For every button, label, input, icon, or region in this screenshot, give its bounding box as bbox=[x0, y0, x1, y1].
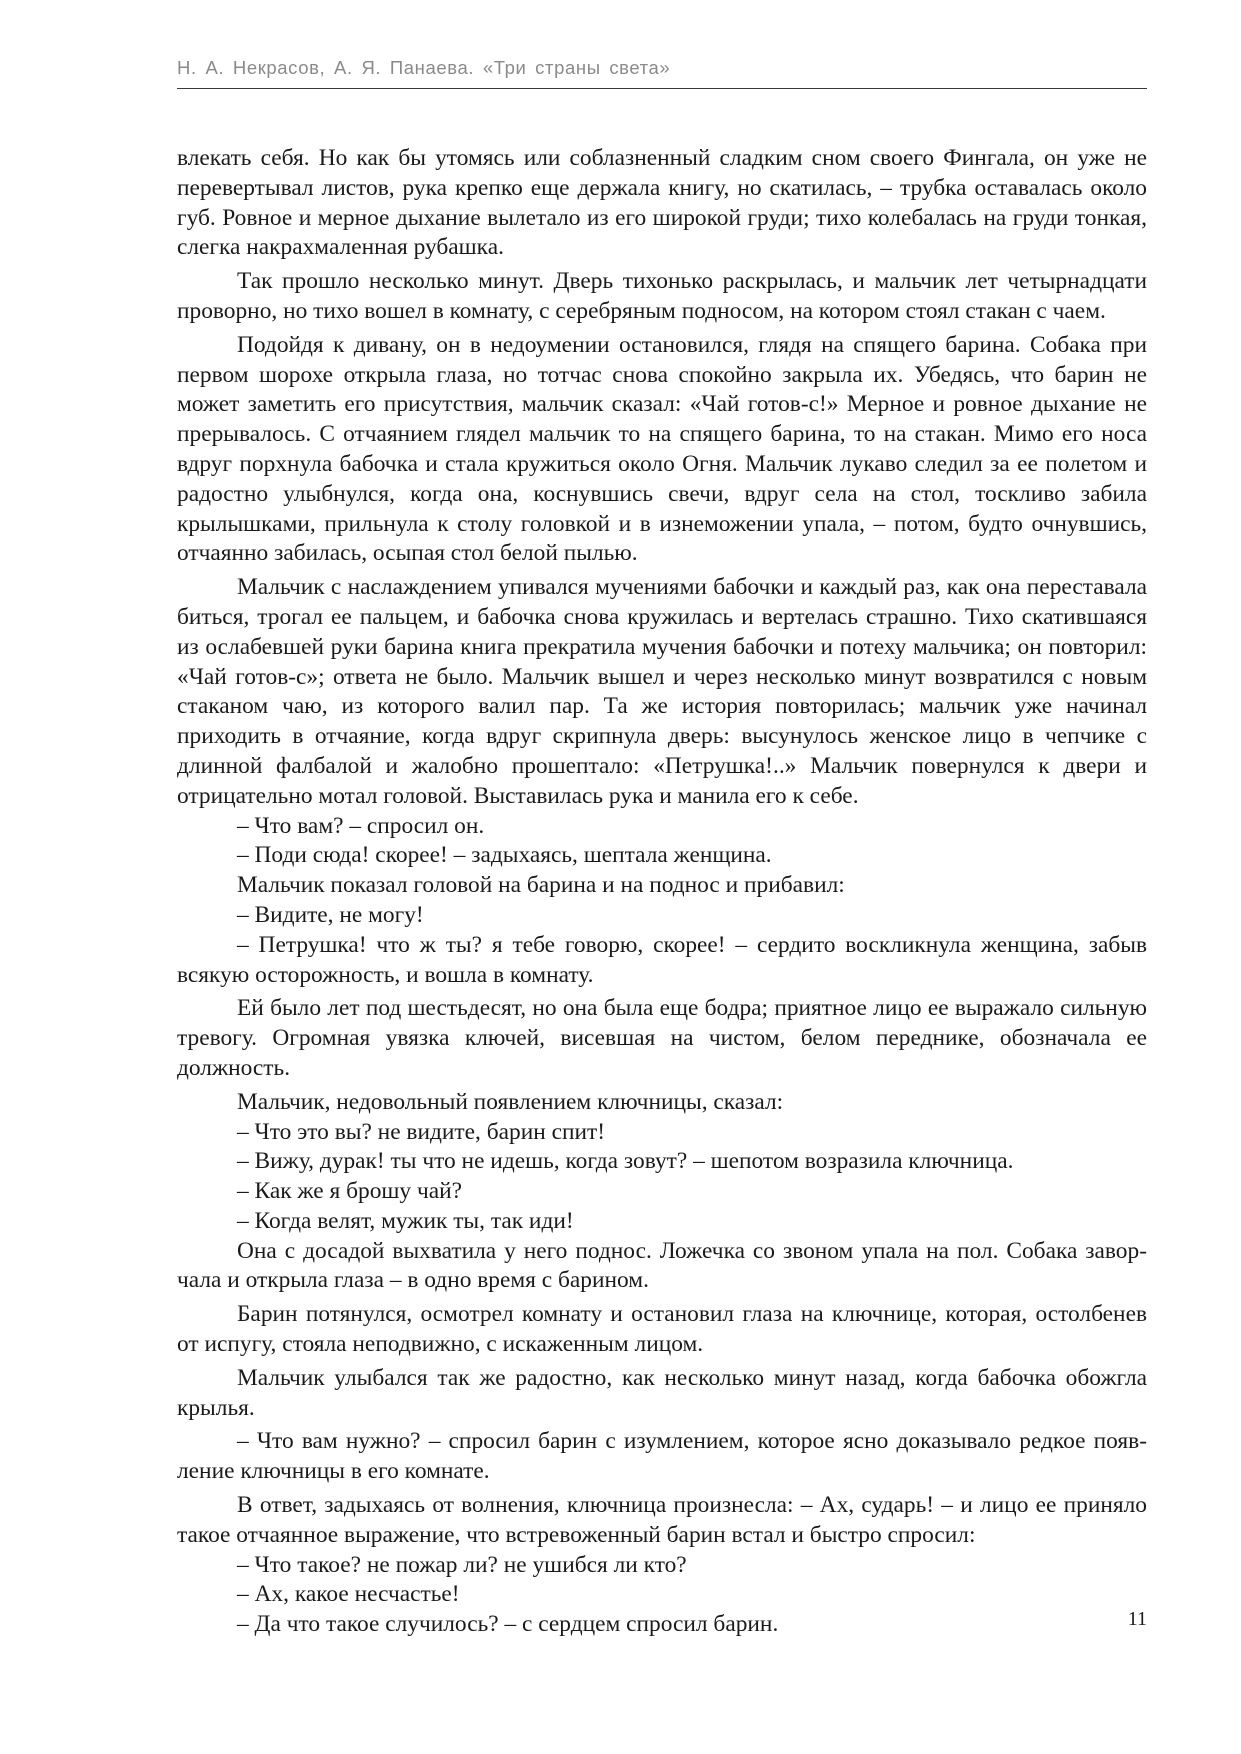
paragraph: – Да что такое случилось? – с сердцем спросил барин. bbox=[237, 1611, 779, 1638]
body-text bbox=[177, 144, 1147, 1640]
paragraph: – Ах, какое несчастье! bbox=[237, 1581, 460, 1608]
paragraph: Мальчик, недовольный появлением ключницы, сказал: bbox=[237, 1088, 784, 1115]
paragraph: – Вижу, дурак! ты что не идешь, когда зовут? – шепотом возразила ключница. bbox=[237, 1148, 1014, 1175]
paragraph: Барин потянулся, осмотрел комнату и остановил глаза на ключнице, которая, остолбенев от испугу, стояла неподвижно, с искаженным лицом. bbox=[177, 1301, 1147, 1358]
paragraph: – Видите, не могу! bbox=[237, 901, 424, 928]
paragraph: Мальчик улыбался так же радостно, как несколько минут назад, когда бабочка обожгла крылья. bbox=[177, 1364, 1147, 1421]
paragraph: – Когда велят, мужик ты, так иди! bbox=[237, 1207, 574, 1234]
page-number: 11 bbox=[1127, 1608, 1147, 1630]
paragraph: – Что такое? не пожар ли? не ушибся ли кто? bbox=[237, 1551, 687, 1578]
paragraph: Подойдя к дивану, он в недоумении остановился, глядя на спящего барина. Собака при первом шорохе открыла глаза, но тотчас снова спокойно закрыла их. Убедясь, что барин не может заметить его присутствия, мальчик сказал: «Чай готов-с!» Мерное и ровное дыхание не прерывалось. С отчаянием глядел мальчик то на спящего барина, то на стакан. Мимо его носа вдруг порхнула бабочка и стала кружиться около Огня. Мальчик лукаво следил за ее полетом и радостно улыбнулся, когда она, коснувшись свечи, вдруг села на стол, тоскливо забила крылышками, прильнула к столу головкой и в изнеможении упала, – потом, будто очнувшись, отчаянно забилась, осыпая стол белой пылью. bbox=[177, 331, 1147, 567]
paragraph: В ответ, задыхаясь от волнения, ключница произнесла: – Ах, сударь! – и лицо ее приняло такое отчаянное выражение, что встревоженный барин встал и быстро спросил: bbox=[177, 1492, 1147, 1548]
paragraph: Так прошло несколько минут. Дверь тихонько раскрылась, и мальчик лет четырнадцати проворно, но тихо вошел в комнату, с серебряным подносом, на котором стоял стакан с чаем. bbox=[177, 268, 1147, 324]
paragraph: влекать себя. Но как бы утомясь или соблазненный сладким сном своего Фингала, он уже не перевертывал листов, рука крепко еще держала книгу, но скатилась, – трубка оставалась около губ. Ровное и мерное дыхание вылетало из его широкой груди; тихо колебалась на груди тонкая, слегка накрахмаленная рубашка. bbox=[177, 145, 1147, 261]
paragraph: – Петрушка! что ж ты? я тебе говорю, скорее! – сердито воскликнула женщина, забыв всякую осторожность, и вошла в комнату. bbox=[177, 931, 1147, 988]
running-head: Н. А. Некрасов, А. Я. Панаева. «Три страны света» bbox=[177, 57, 671, 78]
paragraph: – Что вам нужно? – спросил барин с изумлением, которое ясно доказывало редкое появление ключницы в его комнате. bbox=[177, 1428, 1147, 1485]
paragraph: – Поди сюда! скорее! – задыхаясь, шептала женщина. bbox=[237, 842, 772, 869]
paragraph: Мальчик показал головой на барина и на поднос и прибавил: bbox=[237, 872, 845, 899]
paragraph: Она с досадой выхватила у него поднос. Ложечка со звоном упала на пол. Собака заворчала и открыла глаза – в одно время с барином. bbox=[177, 1237, 1147, 1294]
paragraph: – Что это вы? не видите, барин спит! bbox=[237, 1118, 606, 1145]
header-rule bbox=[177, 88, 1147, 89]
paragraph: – Как же я брошу чай? bbox=[237, 1178, 463, 1205]
paragraph: – Что вам? – спросил он. bbox=[237, 812, 485, 839]
paragraph: Мальчик с наслаждением упивался мучениями бабочки и каждый раз, как она переставала биться, трогал ее пальцем, и бабочка снова кружилась и вертелась страшно. Тихо скатившаяся из ослабевшей руки барина книга прекратила мучения бабочки и потеху мальчика; он повторил: «Чай готов-с»; ответа не было. Мальчик вышел и через несколько минут возвратился с новым стаканом чаю, из которого валил пар. Та же история повторилась; мальчик уже начинал приходить в отчаяние, когда вдруг скрипнула дверь: высунулось женское лицо в чепчике с длинной фалбалой и жалобно прошептало: «Петрушка!..» Мальчик повернулся к двери и отрицательно мотал головой. Выставилась рука и манила его к себе. bbox=[177, 574, 1147, 809]
paragraph: Ей было лет под шестьдесят, но она была еще бодра; приятное лицо ее выражало сильную тревогу. Огромная увязка ключей, висевшая на чистом, белом переднике, обозначала ее должность. bbox=[177, 995, 1147, 1081]
